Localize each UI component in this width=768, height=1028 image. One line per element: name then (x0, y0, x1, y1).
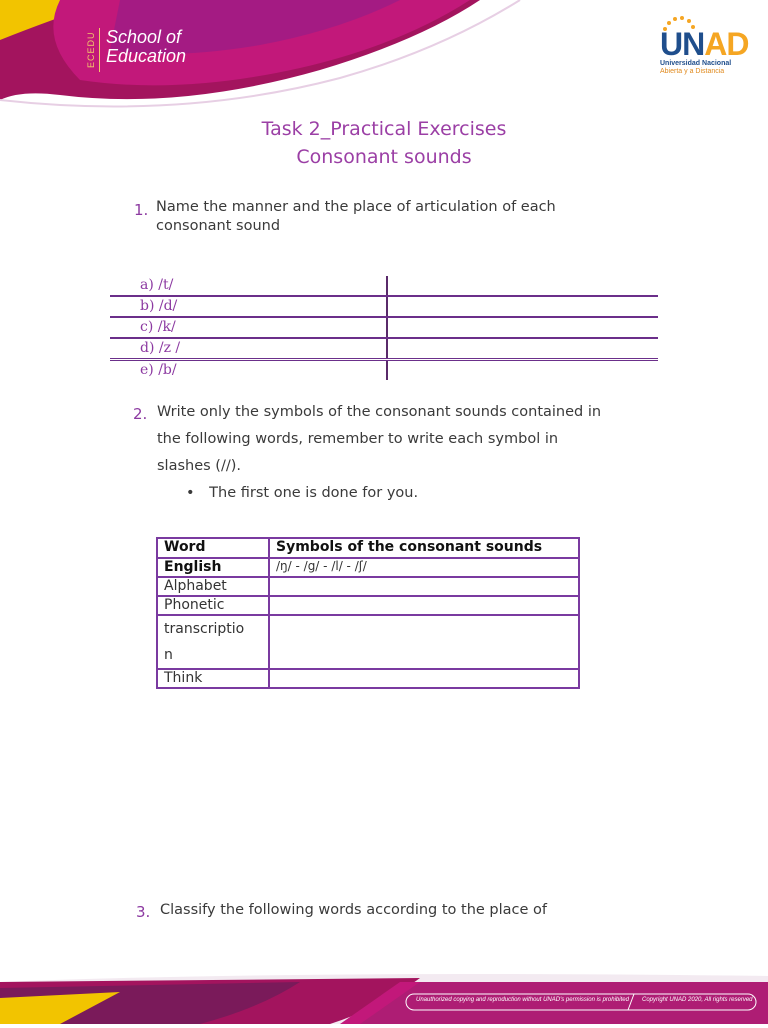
articulation-row (110, 297, 658, 318)
symbols-cell[interactable] (269, 596, 579, 615)
articulation-table (110, 276, 658, 380)
consonant-symbols-table (156, 537, 580, 689)
articulation-row (110, 318, 658, 339)
question-2-line-2: the following words, remember to write each symbol in (157, 431, 559, 447)
symbols-cell: /ŋ/ - /g/ - /l/ - /ʃ/ (269, 558, 579, 577)
bullet-icon: • (186, 485, 195, 501)
question-3-number: 3. (136, 903, 151, 921)
brand-tag: ECEDU (86, 28, 100, 72)
question-2-bullet-item (186, 480, 418, 507)
footer-decoration (0, 968, 768, 1024)
logo-subtitle-1: Universidad Nacional (660, 60, 732, 67)
question-2-line-1: Write only the symbols of the consonant sounds contained in (157, 404, 602, 420)
symbols-cell[interactable] (269, 615, 579, 669)
question-1-line-1: Name the manner and the place of articulation of each (156, 199, 556, 215)
word-cell-line-1: transcriptio (164, 621, 245, 637)
articulation-row (110, 276, 658, 297)
question-1-line-2: consonant sound (156, 218, 281, 234)
question-2-bullet-text: The first one is done for you. (209, 485, 419, 501)
question-2-text (157, 399, 601, 480)
symbols-cell[interactable] (269, 577, 579, 596)
articulation-row (110, 339, 658, 361)
question-3-text: Classify the following words according to the place of (160, 902, 548, 918)
articulation-row (110, 361, 658, 380)
articulation-item-b: b) /d/ (140, 298, 178, 314)
brand-line-1: School of (106, 27, 182, 47)
table-header-row (157, 538, 579, 558)
footer-note-2: Copyright UNAD 2020, All rights reserved (642, 997, 753, 1003)
page-title: Task 2_Practical Exercises (261, 118, 507, 140)
question-2-line-3: slashes (//). (157, 458, 241, 474)
articulation-item-d: d) /z / (140, 340, 181, 356)
symbols-cell[interactable] (269, 669, 579, 688)
articulation-item-c: c) /k/ (140, 319, 176, 335)
word-cell: Think (157, 669, 269, 688)
question-2-number: 2. (133, 405, 148, 423)
word-cell: Alphabet (157, 577, 269, 596)
logo-subtitle-2: Abierta y a Distancia (660, 68, 725, 75)
header-word: Word (157, 538, 269, 558)
school-brand (86, 28, 186, 72)
word-cell-line-2: n (164, 647, 173, 663)
header-symbols: Symbols of the consonant sounds (269, 538, 579, 558)
table-row (157, 596, 579, 615)
table-row (157, 615, 579, 669)
question-1-number: 1. (134, 201, 149, 219)
logo-name-accent: AD (704, 26, 749, 62)
footer-note-1: Unauthorized copying and reproduction without UNAD's permission is prohibited (416, 997, 629, 1003)
articulation-item-e: e) /b/ (140, 362, 177, 378)
page-subtitle: Consonant sounds (296, 146, 472, 168)
word-cell: Phonetic (157, 596, 269, 615)
word-cell: English (157, 558, 269, 577)
table-row (157, 577, 579, 596)
logo-name-main: UN (660, 26, 705, 62)
brand-line-2: Education (106, 46, 187, 66)
table-row (157, 558, 579, 577)
header-banner (0, 0, 768, 110)
word-cell (157, 615, 269, 669)
table-row (157, 669, 579, 688)
footer-banner (0, 968, 768, 1024)
articulation-item-a: a) /t/ (140, 277, 174, 293)
logo-name (660, 26, 748, 63)
question-1-text (156, 198, 556, 236)
